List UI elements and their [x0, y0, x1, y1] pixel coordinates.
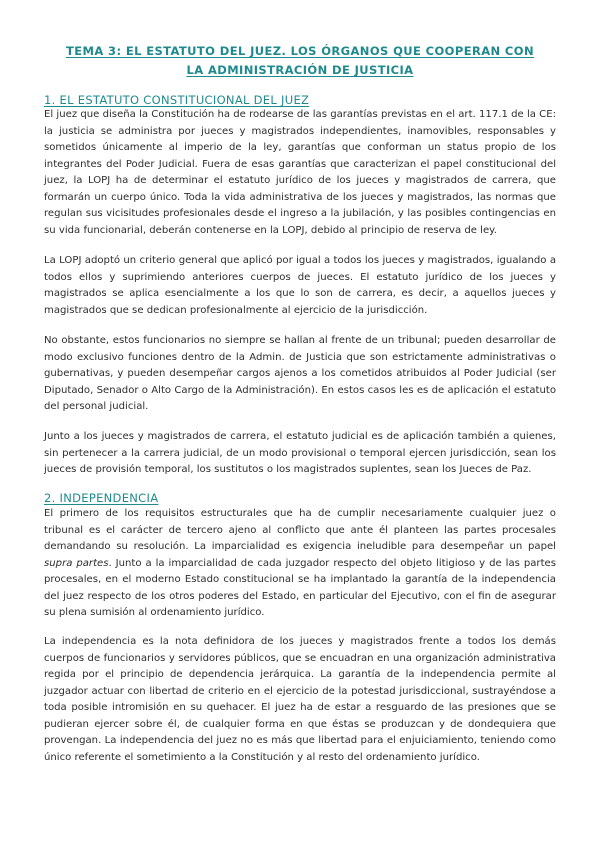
paragraph-independencia-1 — [44, 506, 556, 622]
paragraph-independencia-1-part-a: El primero de los requisitos estructurales que ha de cumplir necesariamente cualquier juez o tribunal es el carácter de tercero ajeno al conflicto que ante él planteen las partes procesales demandando su resolución. La imparcialidad es exigencia ineludible para desempeñar un papel — [44, 508, 556, 553]
supra-partes-italic: supra partes — [44, 557, 109, 569]
paragraph-estatuto-1: El juez que diseña la Constitución ha de rodearse de las garantías previstas en el art. 117.1 de la CE: la justicia se administra por jueces y magistrados independientes, inamovibles, responsables y sometidos únicamente al imperio de la ley, garantías que conforman un status propio de los integrantes del Poder Judicial. Fuera de esas garantías que caracterizan el papel constitucional del juez, la LOPJ ha de determinar el estatuto jurídico de los jueces y magistrados de carrera, que formarán un cuerpo único. Toda la vida administrativa de los jueces y magistrados, las normas que regulan sus vicisitudes profesionales desde el ingreso a la jubilación, y las posibles contingencias en su vida funcionarial, deberán contenerse en la LOPJ, debido al principio de reserva de ley. — [44, 109, 556, 236]
section-heading-estatuto: 1. EL ESTATUTO CONSTITUCIONAL DEL JUEZ — [44, 93, 310, 107]
page-title: TEMA 3: EL ESTATUTO DEL JUEZ. LOS ÓRGANOS QUE COOPERAN CON LA ADMINISTRACIÓN DE JUSTICIA — [66, 44, 534, 77]
paragraph-independencia-1-part-b: . Junto a la imparcialidad de cada juzgador respecto del objeto litigioso y de las partes procesales, en el moderno Estado constitucional se ha implantado la garantía de la independencia del juez respecto de los otros poderes del Estado, en particular del Ejecutivo, con el fin de asegurar su plena sumisión al ordenamiento jurídico. — [44, 557, 556, 619]
section-heading-independencia: 2. INDEPENDENCIA — [44, 491, 159, 505]
paragraph-estatuto-4: Junto a los jueces y magistrados de carrera, el estatuto judicial es de aplicación también a quienes, sin pertenecer a la carrera judicial, de un modo provisional o temporal ejercen jurisdicción, sean los jueces de provisión temporal, los sustitutos o los magistrados suplentes, sean los Jueces de Paz. — [44, 431, 556, 476]
paragraph-independencia-2: La independencia es la nota definidora de los jueces y magistrados frente a todos los demás cuerpos de funcionarios y servidores públicos, que se encuadran en una organización administrativa regida por el principio de dependencia jerárquica. La garantía de la independencia permite al juzgador actuar con libertad de criterio en el ejercicio de la potestad jurisdiccional, sustrayéndose a toda posible intromisión en su quehacer. El juez ha de estar a resguardo de las presiones que se pudieran ejercer sobre él, de cualquier forma en que éstas se produzcan y de dondequiera que provengan. La independencia del juez no es más que libertad para el enjuiciamiento, teniendo como único referente el sometimiento a la Constitución y al resto del ordenamiento jurídico. — [44, 636, 556, 763]
paragraph-estatuto-3: No obstante, estos funcionarios no siempre se hallan al frente de un tribunal; pueden desarrollar de modo exclusivo funciones dentro de la Admin. de Justicia que son estrictamente administrativas o gubernativas, y pueden desempeñar cargos ajenos a los cometidos atribuidos al Poder Judicial (ser Diputado, Senador o Alto Cargo de la Administración). En estos casos les es de aplicación el estatuto del personal judicial. — [44, 335, 556, 413]
paragraph-estatuto-2: La LOPJ adoptó un criterio general que aplicó por igual a todos los jueces y magistrados, igualando a todos ellos y suprimiendo anteriores cuerpos de jueces. El estatuto jurídico de los jueces y magistrados se aplica esencialmente a los que lo son de carrera, es decir, a aquellos jueces y magistrados que se dedican profesionalmente al ejercicio de la jurisdicción. — [44, 255, 556, 316]
